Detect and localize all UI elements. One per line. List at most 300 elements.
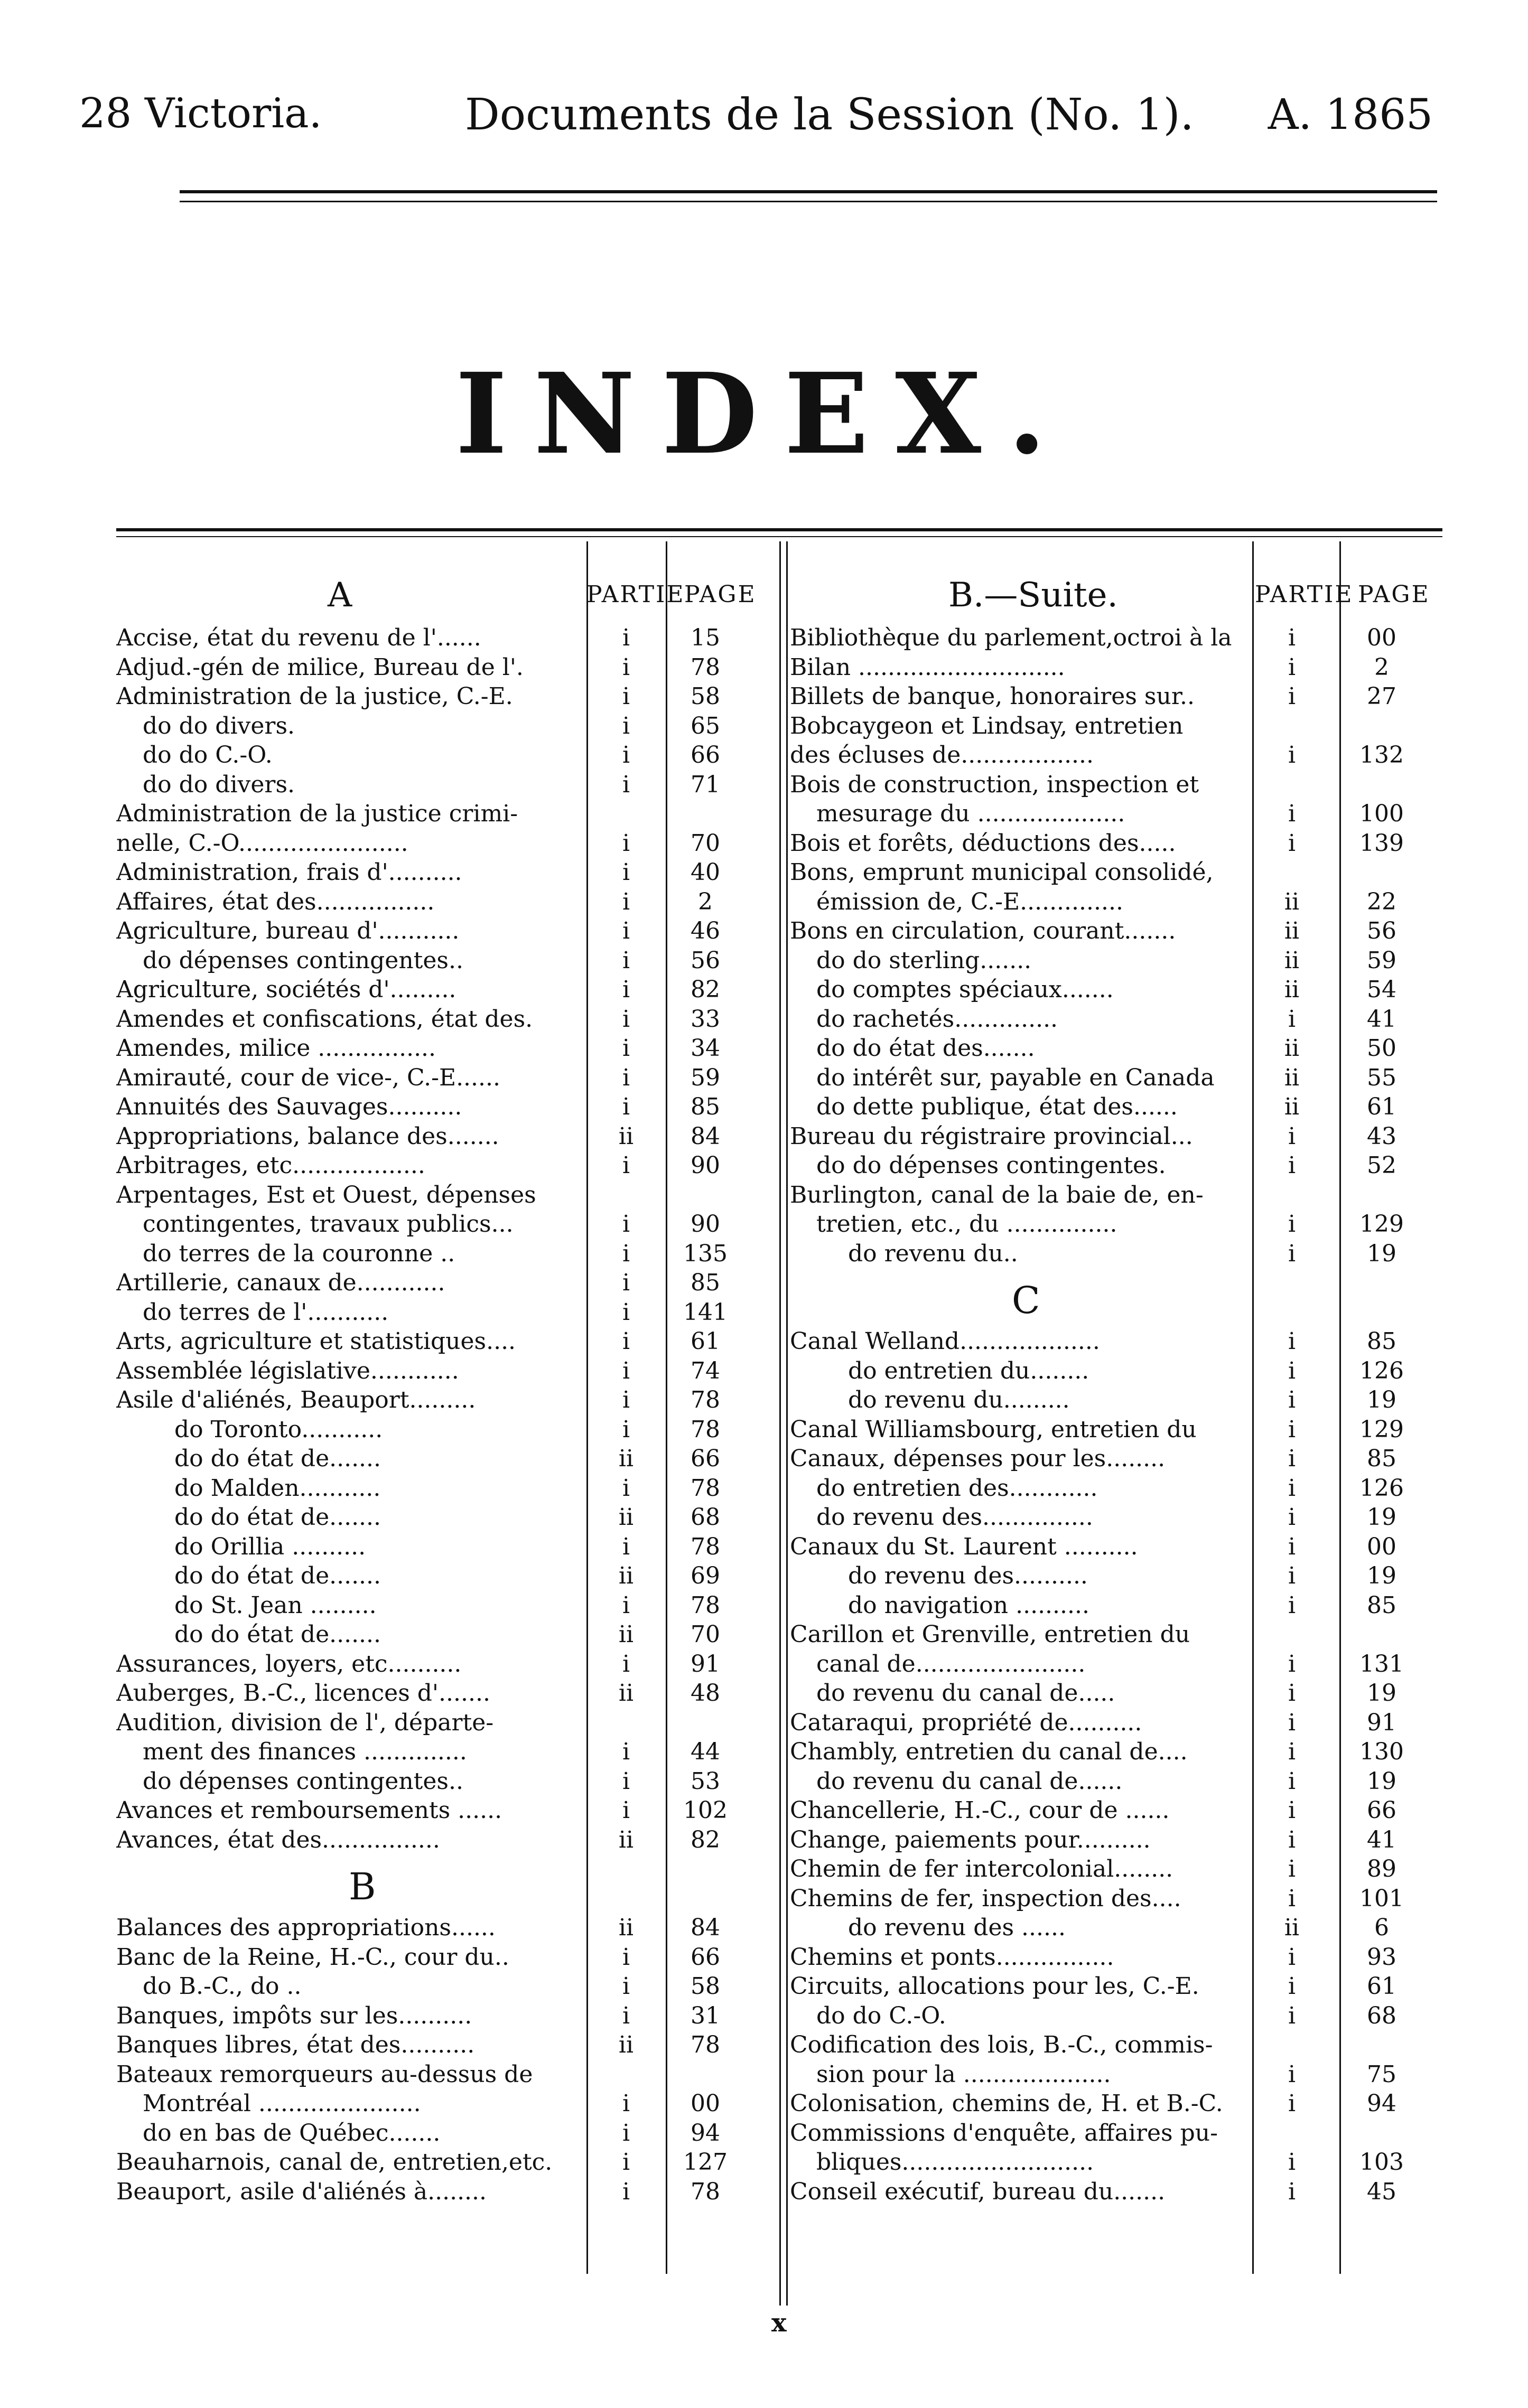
- index-entry: [116, 1327, 785, 1356]
- index-entry: [116, 1943, 785, 1972]
- index-entry: [790, 1503, 1442, 1532]
- entry-page: 15: [691, 624, 720, 651]
- index-entry: [116, 1620, 785, 1650]
- entry-partie: ii: [618, 1826, 634, 1853]
- entry-partie: i: [1288, 2090, 1296, 2117]
- index-entry: [116, 1532, 785, 1562]
- entry-page: 61: [691, 1328, 720, 1355]
- entry-partie: i: [622, 653, 630, 681]
- table-top-rule: [116, 528, 1442, 531]
- entry-partie: i: [622, 2178, 630, 2205]
- index-entry: [116, 1679, 785, 1708]
- entry-label: do revenu des...............: [816, 1504, 1093, 1531]
- entry-partie: i: [1288, 1973, 1296, 2000]
- entry-partie: i: [622, 1093, 630, 1120]
- entry-label: Canaux, dépenses pour les........: [790, 1445, 1166, 1472]
- entry-partie: ii: [618, 1680, 634, 1707]
- entry-partie: ii: [618, 2031, 634, 2058]
- index-entry: [790, 1063, 1442, 1093]
- index-entry: [790, 1854, 1442, 1884]
- entry-page: 91: [1367, 1709, 1396, 1736]
- entry-partie: i: [622, 1211, 630, 1238]
- index-entries-c: [790, 1327, 1442, 2206]
- entry-page: 68: [691, 1504, 720, 1531]
- entry-page: 103: [1359, 2149, 1404, 2176]
- entry-page: 126: [1359, 1357, 1404, 1384]
- index-entry: [116, 1561, 785, 1591]
- entry-page: 19: [1367, 1680, 1396, 1707]
- entry-partie: i: [1288, 1856, 1296, 1882]
- entry-label: do revenu du canal de......: [816, 1767, 1123, 1795]
- entry-page: 19: [1367, 1504, 1396, 1531]
- entry-label: do do sterling.......: [816, 947, 1032, 974]
- entry-page: 19: [1367, 1562, 1396, 1589]
- entry-page: 75: [1367, 2060, 1396, 2088]
- entry-page: 78: [691, 2178, 720, 2205]
- entry-page: 46: [691, 917, 720, 944]
- entry-label: do revenu des..........: [848, 1562, 1088, 1589]
- index-entry: [790, 1650, 1442, 1679]
- entry-label: tretien, etc., du ...............: [816, 1211, 1117, 1238]
- entry-label: do navigation ..........: [848, 1591, 1089, 1619]
- section-heading-b-suite: B.—Suite.: [948, 576, 1118, 615]
- entry-label: do do dépenses contingentes.: [816, 1152, 1166, 1179]
- entry-label: Assemblée législative............: [116, 1357, 459, 1384]
- entry-label: canal de.......................: [816, 1650, 1086, 1678]
- entry-label: Agriculture, bureau d'...........: [116, 917, 460, 944]
- entry-label: do terres de la couronne ..: [143, 1240, 455, 1267]
- section-heading-a: A: [328, 576, 352, 615]
- entry-page: 70: [691, 1621, 720, 1648]
- entry-partie: i: [622, 947, 630, 974]
- index-entries-b: [116, 1913, 785, 2206]
- entry-label: Chemins de fer, inspection des....: [790, 1885, 1181, 1912]
- entry-label: Bons en circulation, courant.......: [790, 917, 1176, 944]
- entry-label: Beauharnois, canal de, entretien,etc.: [116, 2149, 553, 2176]
- index-entry: [790, 2030, 1442, 2060]
- index-entry: [790, 1972, 1442, 2001]
- index-entry: [116, 1796, 785, 1825]
- entry-partie: i: [1288, 1474, 1296, 1502]
- index-entry: [116, 1180, 785, 1210]
- entry-partie: i: [1288, 1738, 1296, 1765]
- entry-label: mesurage du ....................: [816, 800, 1125, 827]
- entry-label: Beauport, asile d'aliénés à........: [116, 2178, 487, 2205]
- entry-partie: ii: [1284, 947, 1300, 974]
- entry-label: ment des finances ..............: [143, 1738, 467, 1765]
- entry-partie: i: [622, 1035, 630, 1062]
- entry-partie: i: [622, 829, 630, 857]
- entry-page: 68: [1367, 2002, 1396, 2029]
- index-entry: [116, 2089, 785, 2119]
- entry-page: 56: [691, 947, 720, 974]
- entry-partie: i: [1288, 1005, 1296, 1033]
- index-entry: [116, 916, 785, 946]
- entry-page: 91: [691, 1650, 720, 1678]
- entry-label: Appropriations, balance des.......: [116, 1122, 499, 1150]
- entry-label: Audition, division de l', départe-: [116, 1709, 494, 1736]
- index-entry: [790, 682, 1442, 711]
- index-entry: [116, 1737, 785, 1767]
- entry-label: do revenu du canal de.....: [816, 1680, 1115, 1707]
- entry-partie: i: [622, 771, 630, 798]
- entry-page: 00: [1367, 624, 1396, 651]
- column-header-left: [116, 560, 785, 623]
- entry-partie: i: [1288, 1211, 1296, 1238]
- index-entry: [116, 1092, 785, 1122]
- entry-label: des écluses de..................: [790, 742, 1094, 769]
- section-heading-b: B: [349, 1865, 376, 1908]
- entry-label: do entretien du........: [848, 1357, 1089, 1384]
- index-entry: [790, 1913, 1442, 1943]
- index-entry: [790, 653, 1442, 682]
- entry-partie: i: [1288, 2060, 1296, 2088]
- entry-partie: i: [622, 1591, 630, 1619]
- entry-page: 85: [1367, 1328, 1396, 1355]
- entry-label: Conseil exécutif, bureau du.......: [790, 2178, 1166, 2205]
- index-entry: [116, 1034, 785, 1063]
- partie-header: PARTIE: [586, 581, 685, 608]
- entry-label: do Malden...........: [174, 1474, 381, 1502]
- entry-label: Arbitrages, etc..................: [116, 1152, 425, 1179]
- section-heading-row-b: [116, 1854, 785, 1913]
- page-header: [0, 90, 1528, 153]
- entry-label: Auberges, B.-C., licences d'.......: [116, 1680, 490, 1707]
- entry-label: do do divers.: [143, 712, 295, 739]
- index-entry: [790, 829, 1442, 858]
- entry-page: 41: [1367, 1005, 1396, 1033]
- entry-label: do revenu des ......: [848, 1914, 1066, 1941]
- entry-label: do do état de.......: [174, 1504, 381, 1531]
- entry-partie: i: [622, 712, 630, 739]
- entry-partie: ii: [618, 1562, 634, 1589]
- entry-label: Bobcaygeon et Lindsay, entretien: [790, 712, 1184, 739]
- index-entry: [790, 799, 1442, 829]
- entry-page: 19: [1367, 1386, 1396, 1413]
- entry-partie: ii: [1284, 1064, 1300, 1091]
- entry-partie: i: [622, 1152, 630, 1179]
- entry-partie: i: [622, 1738, 630, 1765]
- entry-label: Change, paiements pour..........: [790, 1826, 1151, 1853]
- entry-label: Accise, état du revenu de l'......: [116, 624, 481, 651]
- index-entry: [790, 623, 1442, 653]
- entry-page: 130: [1359, 1738, 1404, 1765]
- entry-page: 6: [1374, 1914, 1389, 1941]
- entry-partie: i: [1288, 1386, 1296, 1413]
- entry-label: Administration de la justice, C.-E.: [116, 683, 513, 710]
- entry-partie: i: [622, 1357, 630, 1384]
- page-header: PAGE: [684, 581, 757, 608]
- entry-page: 66: [691, 1445, 720, 1472]
- index-entry: [790, 1708, 1442, 1738]
- entry-page: 56: [1367, 917, 1396, 944]
- entry-label: do en bas de Québec.......: [143, 2119, 441, 2147]
- entry-page: 54: [1367, 976, 1396, 1003]
- entry-page: 85: [691, 1093, 720, 1120]
- entry-partie: i: [622, 1650, 630, 1678]
- entry-label: contingentes, travaux publics...: [143, 1211, 514, 1238]
- entry-label: Artillerie, canaux de............: [116, 1269, 445, 1296]
- index-entry: [116, 946, 785, 976]
- index-entry: [116, 799, 785, 829]
- entry-label: do dette publique, état des......: [816, 1093, 1178, 1120]
- entry-partie: i: [622, 1005, 630, 1033]
- index-entry: [116, 1151, 785, 1180]
- entry-label: Burlington, canal de la baie de, en-: [790, 1181, 1204, 1208]
- entry-partie: i: [622, 2002, 630, 2029]
- index-entry: [116, 1767, 785, 1796]
- entry-partie: i: [1288, 1680, 1296, 1707]
- entry-partie: i: [1288, 1533, 1296, 1560]
- entry-partie: i: [1288, 2178, 1296, 2205]
- entry-page: 78: [691, 1474, 720, 1502]
- index-entry: [116, 1415, 785, 1445]
- entry-page: 78: [691, 1533, 720, 1560]
- entry-label: do dépenses contingentes..: [143, 1767, 463, 1795]
- index-entry: [790, 2177, 1442, 2207]
- entry-label: Avances, état des................: [116, 1826, 440, 1853]
- entry-page: 85: [1367, 1591, 1396, 1619]
- entry-page: 66: [691, 742, 720, 769]
- index-entry: [790, 1532, 1442, 1562]
- entry-partie: i: [622, 1328, 630, 1355]
- partie-header: PARTIE: [1255, 581, 1354, 608]
- index-entry: [116, 1972, 785, 2001]
- entry-partie: i: [622, 624, 630, 651]
- entry-partie: i: [1288, 1885, 1296, 1912]
- index-entry: [790, 1679, 1442, 1708]
- entry-label: do Toronto...........: [174, 1416, 383, 1443]
- entry-label: do rachetés..............: [816, 1005, 1058, 1033]
- entry-page: 93: [1367, 1943, 1396, 1971]
- entry-partie: i: [622, 1416, 630, 1443]
- index-entry: [116, 711, 785, 741]
- entry-page: 19: [1367, 1240, 1396, 1267]
- entry-page: 139: [1359, 829, 1404, 857]
- entry-page: 74: [691, 1357, 720, 1384]
- index-entry: [116, 829, 785, 858]
- column-header-right: [790, 560, 1442, 623]
- entry-partie: i: [1288, 1650, 1296, 1678]
- entry-page: 53: [691, 1767, 720, 1795]
- index-entry: [116, 1239, 785, 1269]
- entry-page: 78: [691, 1416, 720, 1443]
- entry-label: Canaux du St. Laurent ..........: [790, 1533, 1138, 1560]
- entry-label: Arts, agriculture et statistiques....: [116, 1328, 516, 1355]
- entry-page: 78: [691, 653, 720, 681]
- entry-page: 135: [683, 1240, 728, 1267]
- entry-label: Bois et forêts, déductions des.....: [790, 829, 1176, 857]
- index-entry: [116, 975, 785, 1005]
- entry-page: 71: [691, 771, 720, 798]
- entry-partie: i: [1288, 1240, 1296, 1267]
- entry-page: 34: [691, 1035, 720, 1062]
- entry-page: 84: [691, 1914, 720, 1941]
- entry-partie: i: [1288, 1122, 1296, 1150]
- entry-label: do do C.-O.: [143, 742, 273, 769]
- index-entry: [790, 2060, 1442, 2090]
- entry-label: Carillon et Grenville, entretien du: [790, 1621, 1190, 1648]
- entry-label: Amendes, milice ................: [116, 1035, 436, 1062]
- index-entry: [116, 887, 785, 917]
- index-entry: [790, 946, 1442, 976]
- entry-partie: i: [622, 1973, 630, 2000]
- entry-label: Banc de la Reine, H.-C., cour du..: [116, 1943, 509, 1971]
- index-entry: [790, 858, 1442, 887]
- table-top-rule-thin: [116, 536, 1442, 537]
- entry-partie: i: [622, 1298, 630, 1326]
- index-entry: [790, 1561, 1442, 1591]
- entry-partie: i: [622, 1767, 630, 1795]
- entry-partie: i: [1288, 1591, 1296, 1619]
- index-entry: [116, 1444, 785, 1474]
- index-entry: [790, 1092, 1442, 1122]
- section-heading-row-c: [790, 1268, 1442, 1327]
- entry-page: 33: [691, 1005, 720, 1033]
- entry-label: do St. Jean .........: [174, 1591, 377, 1619]
- index-entry: [790, 1005, 1442, 1034]
- entry-page: 69: [691, 1562, 720, 1589]
- entry-partie: ii: [1284, 888, 1300, 915]
- entry-partie: i: [622, 1533, 630, 1560]
- entry-partie: i: [622, 683, 630, 710]
- entry-page: 66: [1367, 1797, 1396, 1824]
- entry-page: 19: [1367, 1767, 1396, 1795]
- entry-page: 52: [1367, 1152, 1396, 1179]
- entry-partie: i: [1288, 2002, 1296, 2029]
- entry-partie: i: [622, 1064, 630, 1091]
- entry-label: Chancellerie, H.-C., cour de ......: [790, 1797, 1170, 1824]
- entry-label: do revenu du..: [848, 1240, 1018, 1267]
- entry-partie: i: [1288, 1797, 1296, 1824]
- entry-label: Banques libres, état des..........: [116, 2031, 475, 2058]
- entry-label: Montréal ......................: [143, 2090, 421, 2117]
- entry-page: 59: [1367, 947, 1396, 974]
- entry-page: 89: [1367, 1856, 1396, 1882]
- index-entry: [116, 1385, 785, 1415]
- section-heading-c: C: [1012, 1279, 1040, 1322]
- index-entry: [116, 1708, 785, 1738]
- entry-label: Chemins et ponts................: [790, 1943, 1114, 1971]
- index-entry: [116, 1005, 785, 1034]
- entry-partie: i: [1288, 1416, 1296, 1443]
- index-entry: [116, 2030, 785, 2060]
- entry-label: do do état des.......: [816, 1035, 1035, 1062]
- entry-partie: i: [1288, 1357, 1296, 1384]
- entry-label: Codification des lois, B.-C., commis-: [790, 2031, 1213, 2058]
- entry-page: 78: [691, 2031, 720, 2058]
- entry-partie: ii: [618, 1445, 634, 1472]
- entry-label: Amendes et confiscations, état des.: [116, 1005, 533, 1033]
- index-entry: [790, 1180, 1442, 1210]
- entry-page: 70: [691, 829, 720, 857]
- entry-label: Asile d'aliénés, Beauport.........: [116, 1386, 476, 1413]
- entry-label: Circuits, allocations pour les, C.-E.: [790, 1973, 1199, 2000]
- index-entry: [790, 1591, 1442, 1620]
- entry-label: do do C.-O.: [816, 2002, 946, 2029]
- index-entries-a: [116, 623, 785, 1854]
- entry-label: nelle, C.-O.......................: [116, 829, 408, 857]
- entry-label: do dépenses contingentes..: [143, 947, 463, 974]
- entry-partie: i: [1288, 1826, 1296, 1853]
- entry-page: 102: [683, 1797, 728, 1824]
- entry-partie: i: [622, 2119, 630, 2147]
- index-entry: [116, 1650, 785, 1679]
- header-volume: 28 Victoria.: [79, 90, 322, 137]
- entry-partie: i: [622, 1474, 630, 1502]
- entry-partie: i: [622, 2090, 630, 2117]
- index-entry: [790, 1737, 1442, 1767]
- entry-page: 132: [1359, 742, 1404, 769]
- index-entry: [116, 741, 785, 770]
- index-entries-b-suite: [790, 623, 1442, 1268]
- entry-partie: i: [1288, 1328, 1296, 1355]
- entry-page: 2: [1374, 653, 1389, 681]
- index-entry: [790, 887, 1442, 917]
- index-entry: [116, 1268, 785, 1298]
- entry-label: Bateaux remorqueurs au-dessus de: [116, 2060, 533, 2088]
- entry-page: 22: [1367, 888, 1396, 915]
- entry-partie: i: [1288, 1562, 1296, 1589]
- index-entry: [790, 1122, 1442, 1151]
- entry-page: 78: [691, 1591, 720, 1619]
- entry-label: Affaires, état des................: [116, 888, 435, 915]
- entry-partie: i: [622, 859, 630, 886]
- entry-page: 126: [1359, 1474, 1404, 1502]
- entry-label: sion pour la ....................: [816, 2060, 1111, 2088]
- entry-page: 58: [691, 683, 720, 710]
- entry-page: 40: [691, 859, 720, 886]
- entry-page: 101: [1359, 1885, 1404, 1912]
- index-entry: [790, 1327, 1442, 1356]
- entry-page: 00: [1367, 1533, 1396, 1560]
- index-entry: [790, 1943, 1442, 1972]
- entry-partie: i: [622, 917, 630, 944]
- entry-label: Assurances, loyers, etc..........: [116, 1650, 462, 1678]
- index-entry: [116, 1474, 785, 1503]
- entry-page: 127: [683, 2149, 728, 2176]
- index-entry: [790, 1825, 1442, 1855]
- entry-label: Bilan ............................: [790, 653, 1065, 681]
- index-entry: [116, 2177, 785, 2207]
- entry-page: 85: [691, 1269, 720, 1296]
- entry-page: 82: [691, 976, 720, 1003]
- index-entry: [790, 1415, 1442, 1445]
- entry-page: 129: [1359, 1416, 1404, 1443]
- entry-partie: i: [1288, 683, 1296, 710]
- index-entry: [116, 1913, 785, 1943]
- index-entry: [116, 1210, 785, 1239]
- index-entry: [116, 2148, 785, 2177]
- index-entry: [116, 2119, 785, 2148]
- entry-partie: ii: [1284, 976, 1300, 1003]
- entry-page: 141: [683, 1298, 728, 1326]
- entry-label: Chemin de fer intercolonial........: [790, 1856, 1173, 1882]
- index-entry: [790, 770, 1442, 800]
- entry-label: Bons, emprunt municipal consolidé,: [790, 859, 1214, 886]
- entry-label: do revenu du.........: [848, 1386, 1070, 1413]
- index-entry: [116, 1825, 785, 1855]
- entry-partie: i: [622, 1797, 630, 1824]
- index-entry: [790, 1385, 1442, 1415]
- entry-partie: i: [622, 742, 630, 769]
- entry-partie: i: [1288, 1709, 1296, 1736]
- entry-page: 94: [691, 2119, 720, 2147]
- index-entry: [116, 1122, 785, 1151]
- entry-label: do intérêt sur, payable en Canada: [816, 1064, 1215, 1091]
- page-footer-mark: x: [771, 2308, 787, 2338]
- index-entry: [116, 2001, 785, 2031]
